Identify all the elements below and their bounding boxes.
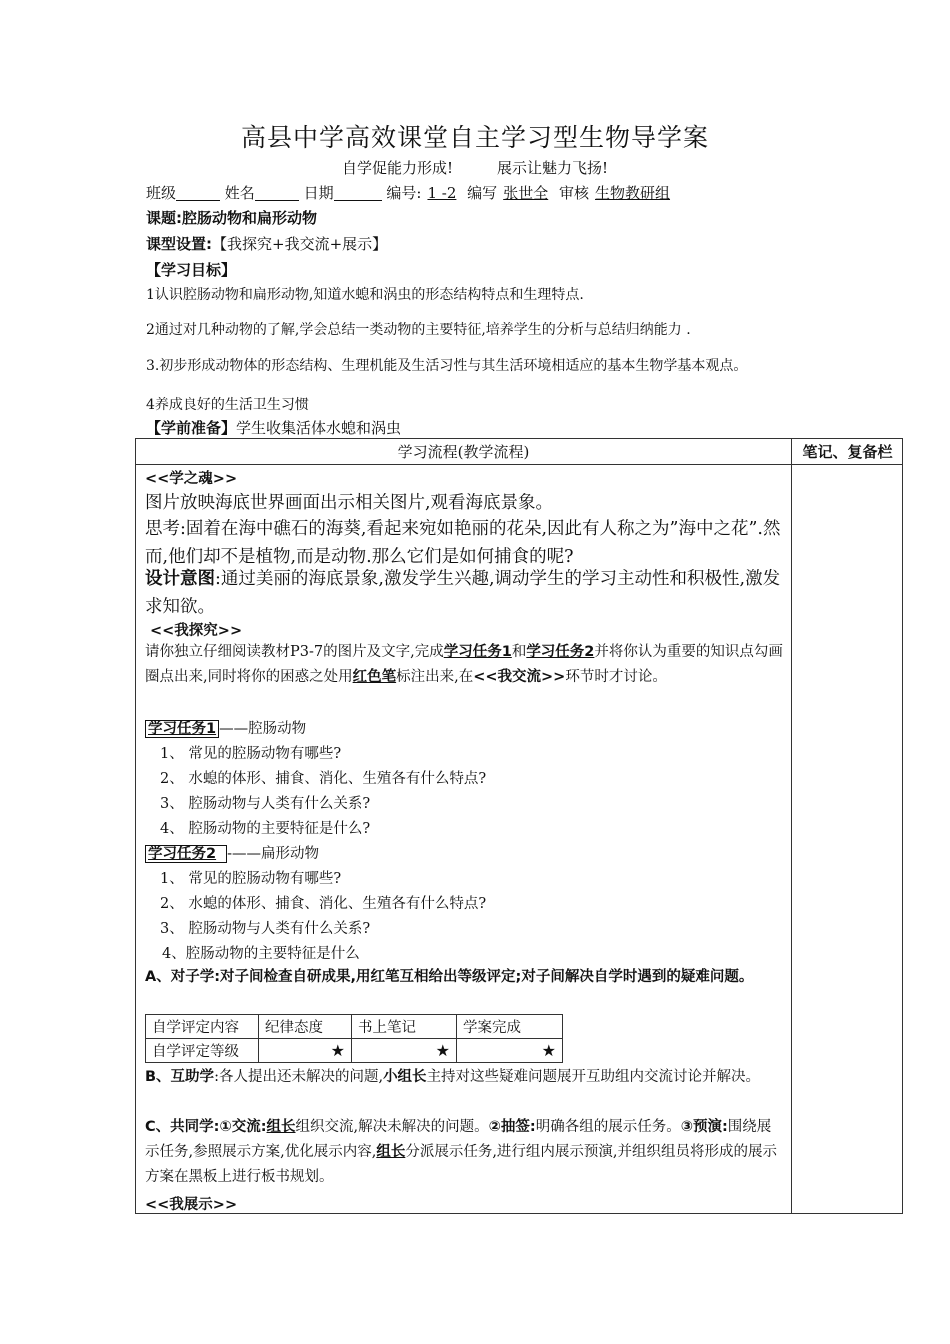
table-header-divider	[135, 464, 903, 465]
explore-text-c: 标注出来,在	[396, 669, 474, 685]
self-eval-header-completion: 学案完成	[457, 1015, 563, 1039]
self-eval-header-notes: 书上笔记	[352, 1015, 457, 1039]
prep-value: 学生收集活体水螅和涡虫	[236, 419, 402, 437]
topic-line	[146, 207, 317, 228]
design-intent	[145, 565, 785, 621]
motto	[0, 157, 950, 178]
number-value: 1 -2	[427, 184, 457, 202]
pair-c-step2: ②抽签:	[488, 1119, 536, 1135]
motto-2: 展示让魅力飞扬!	[497, 159, 609, 177]
self-eval-header-row	[146, 1015, 563, 1039]
pair-c-leader-1: 组长	[266, 1119, 296, 1135]
explore-paragraph	[145, 640, 785, 690]
task1-question-4: 4、 腔肠动物的主要特征是什么?	[160, 821, 371, 837]
pair-c-text-3: 围绕展示任务,参照展示方案,优化展示内容,	[145, 1119, 772, 1160]
motto-1: 自学促能力形成!	[341, 159, 453, 177]
pair-study-a: A、对子学:对子间检查自研成果,用红笔互相给出等级评定;对子间解决自学时遇到的疑难问题。	[145, 969, 754, 985]
and-text: 和	[511, 644, 527, 660]
pair-c-text-1: 组织交流,解决未解决的问题。	[295, 1119, 489, 1135]
pair-study-c	[145, 1115, 785, 1190]
self-eval-table	[145, 1014, 563, 1063]
task1-label: 学习任务1	[145, 720, 219, 738]
task2-question-2: 2、 水螅的体形、捕食、消化、生殖各有什么特点?	[160, 896, 487, 912]
type-line	[146, 233, 387, 254]
topic-label: 课题:	[146, 209, 182, 227]
reviewer-value: 生物教研组	[595, 184, 671, 202]
star-icon[interactable]: ★	[457, 1039, 563, 1063]
pair-b-label: B、互助学	[145, 1069, 215, 1085]
pair-b-text-a: :各人提出还未解决的问题,	[214, 1069, 384, 1085]
task2-title	[145, 842, 319, 863]
class-field[interactable]	[176, 184, 220, 201]
task2-suffix: -——扁形动物	[227, 846, 319, 862]
design-text: :通过美丽的海底景象,激发学生兴趣,调动学生的学习主动性和积极性,激发求知欲。	[145, 569, 781, 617]
pair-c-label: C、共同学:	[145, 1119, 220, 1135]
task2-question-4: 4、腔肠动物的主要特征是什么	[162, 946, 360, 962]
prep-line	[146, 417, 401, 438]
goal-2: 2通过对几种动物的了解,学会总结一类动物的主要特征,培养学生的分析与总结归纳能力 .	[146, 322, 691, 338]
explore-text-a: 请你独立仔细阅读教材P3-7的图片及文字,完成	[145, 644, 444, 660]
goal-1: 1认识腔肠动物和扁形动物,知道水螅和涡虫的形态结构特点和生理特点.	[146, 287, 584, 303]
notes-column-area[interactable]	[792, 465, 903, 1213]
self-eval-header-discipline: 纪律态度	[259, 1015, 352, 1039]
design-label: 设计意图	[145, 569, 215, 589]
pair-b-leader: 小组长	[383, 1069, 427, 1085]
pair-b-text-b: 主持对这些疑难问题展开互助组内交流讨论并解决。	[426, 1069, 761, 1085]
reviewer-label: 审核	[558, 184, 589, 202]
task1-question-3: 3、 腔肠动物与人类有什么关系?	[160, 796, 371, 812]
type-label: 课型设置:	[146, 235, 212, 253]
pair-c-text-2: 明确各组的展示任务。	[535, 1119, 681, 1135]
task1-suffix: ——腔肠动物	[219, 721, 307, 737]
type-value: 【我探究+我交流+展示】	[212, 235, 388, 253]
date-field[interactable]	[334, 184, 382, 201]
show-heading: <<我展示>>	[145, 1197, 238, 1213]
soul-paragraph-2: 思考:固着在海中礁石的海葵,看起来宛如艳丽的花朵,因此有人称之为”海中之花”.然而,他们却不是植物,而是动物.那么它们是如何捕食的呢?	[145, 519, 781, 567]
star-icon[interactable]: ★	[259, 1039, 352, 1063]
red-pen-text: 红色笔	[352, 669, 397, 685]
explore-heading: <<我探究>>	[150, 623, 243, 639]
task1-title	[145, 717, 306, 738]
self-eval-grade-row	[146, 1039, 563, 1063]
class-label: 班级	[146, 184, 177, 202]
prep-label: 【学前准备】	[146, 419, 237, 437]
editor-value: 张世全	[503, 184, 549, 202]
pair-c-step3: ③预演:	[680, 1119, 728, 1135]
pair-c-text-4: 分派展示任务,进行组内展示预演,并组织组员将形成的展示方案在黑板上进行板书规划。	[145, 1144, 778, 1185]
task1-question-1: 1、 常见的腔肠动物有哪些?	[160, 746, 342, 762]
exchange-ref: <<我交流>>	[473, 669, 566, 685]
self-eval-grade-label: 自学评定等级	[146, 1039, 259, 1063]
editor-label: 编写	[467, 184, 498, 202]
task2-label: 学习任务2	[145, 845, 227, 863]
pair-c-step1: ①交流:	[219, 1119, 267, 1135]
soul-paragraph-1: 图片放映海底世界画面出示相关图片,观看海底景象。	[145, 493, 554, 513]
goal-4: 4养成良好的生活卫生习惯	[146, 397, 309, 413]
explore-text-b: 并将你认为重要的知识点勾画圈点出来,同时将你的困惑之处用	[145, 644, 783, 685]
star-icon[interactable]: ★	[352, 1039, 457, 1063]
task2-question-1: 1、 常见的腔肠动物有哪些?	[160, 871, 342, 887]
task2-link[interactable]: 学习任务2	[526, 644, 595, 660]
task1-link[interactable]: 学习任务1	[443, 644, 512, 660]
soul-heading: <<学之魂>>	[145, 471, 238, 487]
topic-value: 腔肠动物和扁形动物	[182, 209, 318, 227]
date-label: 日期	[303, 184, 334, 202]
explore-text-d: 环节时才讨论。	[565, 669, 667, 685]
name-label: 姓名	[224, 184, 255, 202]
goal-3: 3.初步形成动物体的形态结构、生理机能及生活习性与其生活环境相适应的基本生物学基本观点。	[146, 358, 748, 374]
meta-row	[146, 182, 676, 203]
number-label: 编号:	[386, 184, 422, 202]
task2-question-3: 3、 腔肠动物与人类有什么关系?	[160, 921, 371, 937]
self-eval-header-content: 自学评定内容	[146, 1015, 259, 1039]
pair-study-b	[145, 1065, 785, 1090]
pair-c-leader-2: 组长	[376, 1144, 406, 1160]
goals-heading: 【学习目标】	[146, 261, 237, 279]
name-field[interactable]	[255, 184, 299, 201]
page-title: 高县中学高效课堂自主学习型生物导学案	[240, 123, 709, 152]
notes-column-header: 笔记、复备栏	[802, 443, 893, 461]
flow-column-header: 学习流程(教学流程)	[397, 443, 530, 461]
task1-question-2: 2、 水螅的体形、捕食、消化、生殖各有什么特点?	[160, 771, 487, 787]
